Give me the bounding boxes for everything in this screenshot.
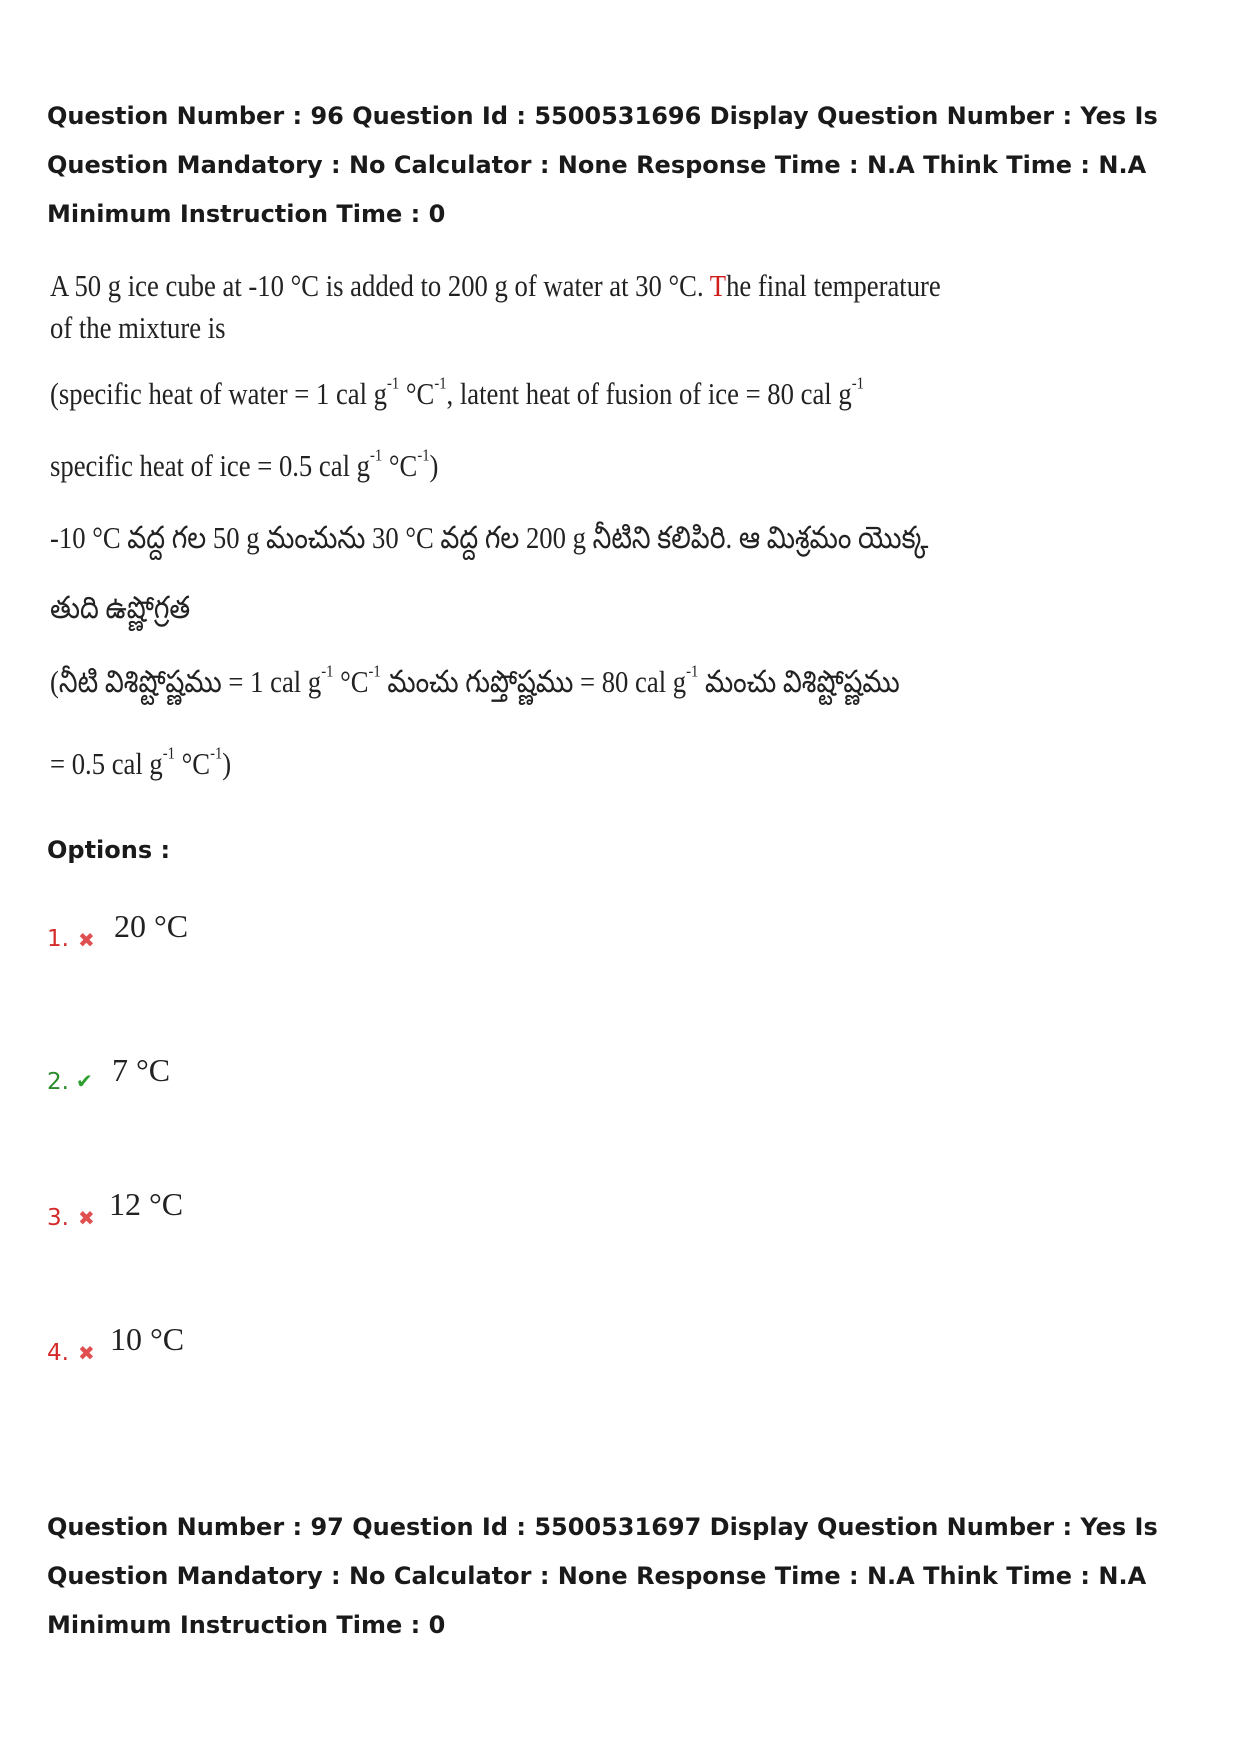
- question-text-english-line-1: A 50 g ice cube at -10 °C is added to 200 g of water at 30 °C. The final temperature: [50, 268, 941, 303]
- option-3-text: 12 °C: [109, 1186, 184, 1222]
- options-label: Options :: [47, 836, 171, 864]
- option-4-text: 10 °C: [110, 1321, 185, 1357]
- option-2-text: 7 °C: [112, 1052, 171, 1088]
- option-3-number: 3.: [47, 1205, 69, 1231]
- question-text-english-line-2: of the mixture is: [50, 310, 226, 345]
- question-97-metadata: Question Number : 97 Question Id : 5500531697 Display Question Number : Yes Is Question Mandatory : No Calculator : None Response Time : N.A Think Time : N.A Minimum Instruction Time : 0: [47, 1513, 1158, 1639]
- option-4-number: 4.: [47, 1340, 69, 1366]
- question-text-telugu-line-1: -10 °C వద్ద గల 50 g మంచును 30 °C వద్ద గల 200 g నీటిని కలిపిరి. ఆ మిశ్రమం యొక్క: [50, 520, 929, 555]
- option-1-number: 1.: [47, 926, 69, 952]
- question-text-telugu-line-2: తుది ఉష్ణోగ్రత: [50, 590, 191, 625]
- question-text-english-constants-line-1: (specific heat of water = 1 cal $g^{-1}$ $^\circ C^{-1}$, latent heat of fusion of ice = 80 cal $g^{-1}$: [50, 373, 864, 411]
- cross-icon: ✖: [78, 1341, 95, 1365]
- cross-icon: ✖: [78, 928, 95, 952]
- question-96-metadata: Question Number : 96 Question Id : 5500531696 Display Question Number : Yes Is Question Mandatory : No Calculator : None Response Time : N.A Think Time : N.A Minimum Instruction Time : 0: [47, 102, 1158, 228]
- cross-icon: ✖: [78, 1206, 95, 1230]
- question-text-english-constants-line-2: specific heat of ice = 0.5 cal $g^{-1}$ $^\circ C^{-1}$): [50, 445, 439, 483]
- question-text-telugu-constants-line-2: = 0.5 cal $g^{-1}$ $^\circ C^{-1}$): [50, 743, 232, 781]
- question-text-telugu-constants-line-1: (నీటి విశిష్టోష్ణము = 1 cal $g^{-1}$ $^\circ C^{-1}$ మంచు గుప్తోష్ణము = 80 cal $g^{-1}$ మంచు విశిష్టోష్ణము: [50, 661, 900, 699]
- option-2-number: 2.: [47, 1069, 69, 1095]
- checkmark-icon: ✔: [76, 1069, 93, 1093]
- option-1-text: 20 °C: [114, 908, 189, 944]
